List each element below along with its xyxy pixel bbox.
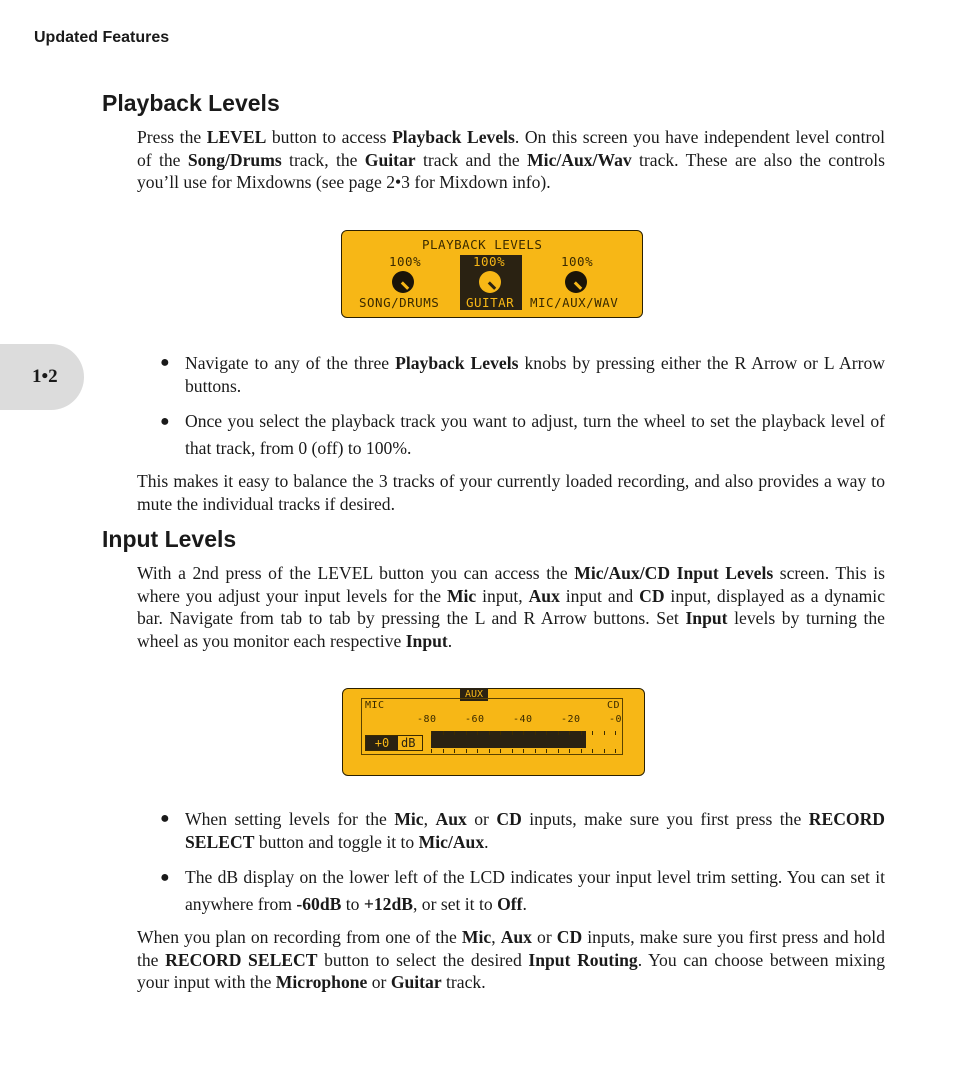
input-levels-heading: Input Levels — [102, 526, 237, 552]
scale-tick — [535, 749, 536, 753]
scale-tick — [592, 731, 593, 735]
input-intro: With a 2nd press of the LEVEL button you can access the Mic/Aux/CD Input Levels screen. This is where you adjust your input levels for the Mic input, Aux input and CD input, displayed as a dynamic bar. Navigate from tab to tab by pressing the L and R Arrow buttons. Set Input levels by turning the wheel as you monitor each respective Input. — [137, 563, 886, 651]
scale-tick — [558, 749, 559, 753]
scale-tick — [443, 731, 444, 735]
scale-tick — [604, 749, 605, 753]
scale-tick — [581, 731, 582, 735]
mic-aux-wav-label: MIC/AUX/WAV — [530, 295, 619, 310]
scale-tick — [592, 749, 593, 753]
scale-tick — [477, 731, 478, 735]
scale-tick — [489, 731, 490, 735]
scale-tick — [454, 731, 455, 735]
scale-label: -60 — [465, 714, 485, 725]
scale-tick — [466, 731, 467, 735]
scale-tick — [546, 731, 547, 735]
playback-bullet-1 — [160, 352, 885, 397]
scale-tick — [466, 749, 467, 753]
input-bullet-2 — [160, 864, 885, 918]
scale-tick — [477, 749, 478, 753]
scale-label: -0 — [609, 714, 623, 725]
trim-display — [365, 735, 423, 751]
scale-tick — [615, 731, 616, 735]
cd-tab: CD — [607, 700, 621, 711]
guitar-level: 100% — [473, 254, 506, 269]
scale-tick — [523, 731, 524, 735]
scale-tick — [512, 749, 513, 753]
mic-aux-wav-knob-icon — [565, 271, 587, 293]
input-outro: When you plan on recording from one of the Mic, Aux or CD inputs, make sure you first press and hold the RECORD SELECT button to select the desired Input Routing. You can choose between mixing your input with the Microphone or Guitar track. — [137, 927, 885, 992]
bullet-icon: ● — [160, 869, 170, 886]
playback-intro: Press the LEVEL button to access Playback Levels. On this screen you have independent level control of the Song/Drums track, the Guitar track and the Mic/Aux/Wav track. These are also the controls you’ll use for Mixdowns (see page 2•3 for Mixdown info). — [137, 127, 885, 192]
guitar-label: GUITAR — [466, 295, 515, 310]
lcd-title: PLAYBACK LEVELS — [422, 237, 543, 252]
scale-tick — [558, 731, 559, 735]
scale-tick — [535, 731, 536, 735]
mic-aux-wav-level: 100% — [561, 254, 594, 269]
scale-tick — [500, 731, 501, 735]
scale-tick — [489, 749, 490, 753]
song-drums-label: SONG/DRUMS — [359, 295, 440, 310]
scale-tick — [546, 749, 547, 753]
scale-tick — [604, 731, 605, 735]
bullet-icon: ● — [160, 810, 170, 827]
page-number: 1•2 — [32, 366, 58, 387]
bullet-text: The dB display on the lower left of the LCD indicates your input level trim setting. You can set it anywhere from -60dB to +12dB, or set it to Off. — [185, 867, 885, 914]
mic-tab: MIC — [365, 700, 385, 711]
scale-tick — [615, 749, 616, 753]
trim-unit: dB — [401, 736, 416, 750]
scale-tick — [512, 731, 513, 735]
song-drums-knob-icon — [392, 271, 414, 293]
scale-tick — [581, 749, 582, 753]
bullet-icon: ● — [160, 413, 170, 430]
song-drums-level: 100% — [389, 254, 422, 269]
aux-tab: AUX — [460, 688, 488, 701]
bullet-text: When setting levels for the Mic, Aux or CD inputs, make sure you first press the RECORD SELECT button and toggle it to Mic/Aux. — [185, 809, 886, 852]
scale-label: -40 — [513, 714, 533, 725]
scale-tick — [569, 749, 570, 753]
bullet-text: Navigate to any of the three Playback Levels knobs by pressing either the R Arrow or L Arrow buttons. — [185, 353, 885, 396]
scale-tick — [431, 749, 432, 753]
input-bullet-1 — [160, 808, 885, 853]
scale-label: -20 — [561, 714, 581, 725]
guitar-knob-icon — [479, 271, 501, 293]
running-head: Updated Features — [34, 29, 170, 46]
bullet-icon: ● — [160, 354, 170, 371]
playback-levels-heading: Playback Levels — [102, 90, 280, 116]
scale-tick — [569, 731, 570, 735]
scale-tick — [500, 749, 501, 753]
playback-bullet-2 — [160, 408, 885, 462]
scale-tick — [523, 749, 524, 753]
input-levels-lcd — [342, 688, 645, 776]
playback-levels-lcd — [341, 230, 643, 318]
bullet-text: Once you select the playback track you want to adjust, turn the wheel to set the playback level of that track, from 0 (off) to 100%. — [185, 411, 885, 458]
scale-tick — [454, 749, 455, 753]
playback-outro: This makes it easy to balance the 3 tracks of your currently loaded recording, and also provides a way to mute the individual tracks if desired. — [137, 471, 885, 514]
scale-label: -80 — [417, 714, 437, 725]
scale-tick — [431, 731, 432, 735]
trim-value: +0 — [366, 736, 398, 750]
scale-tick — [443, 749, 444, 753]
